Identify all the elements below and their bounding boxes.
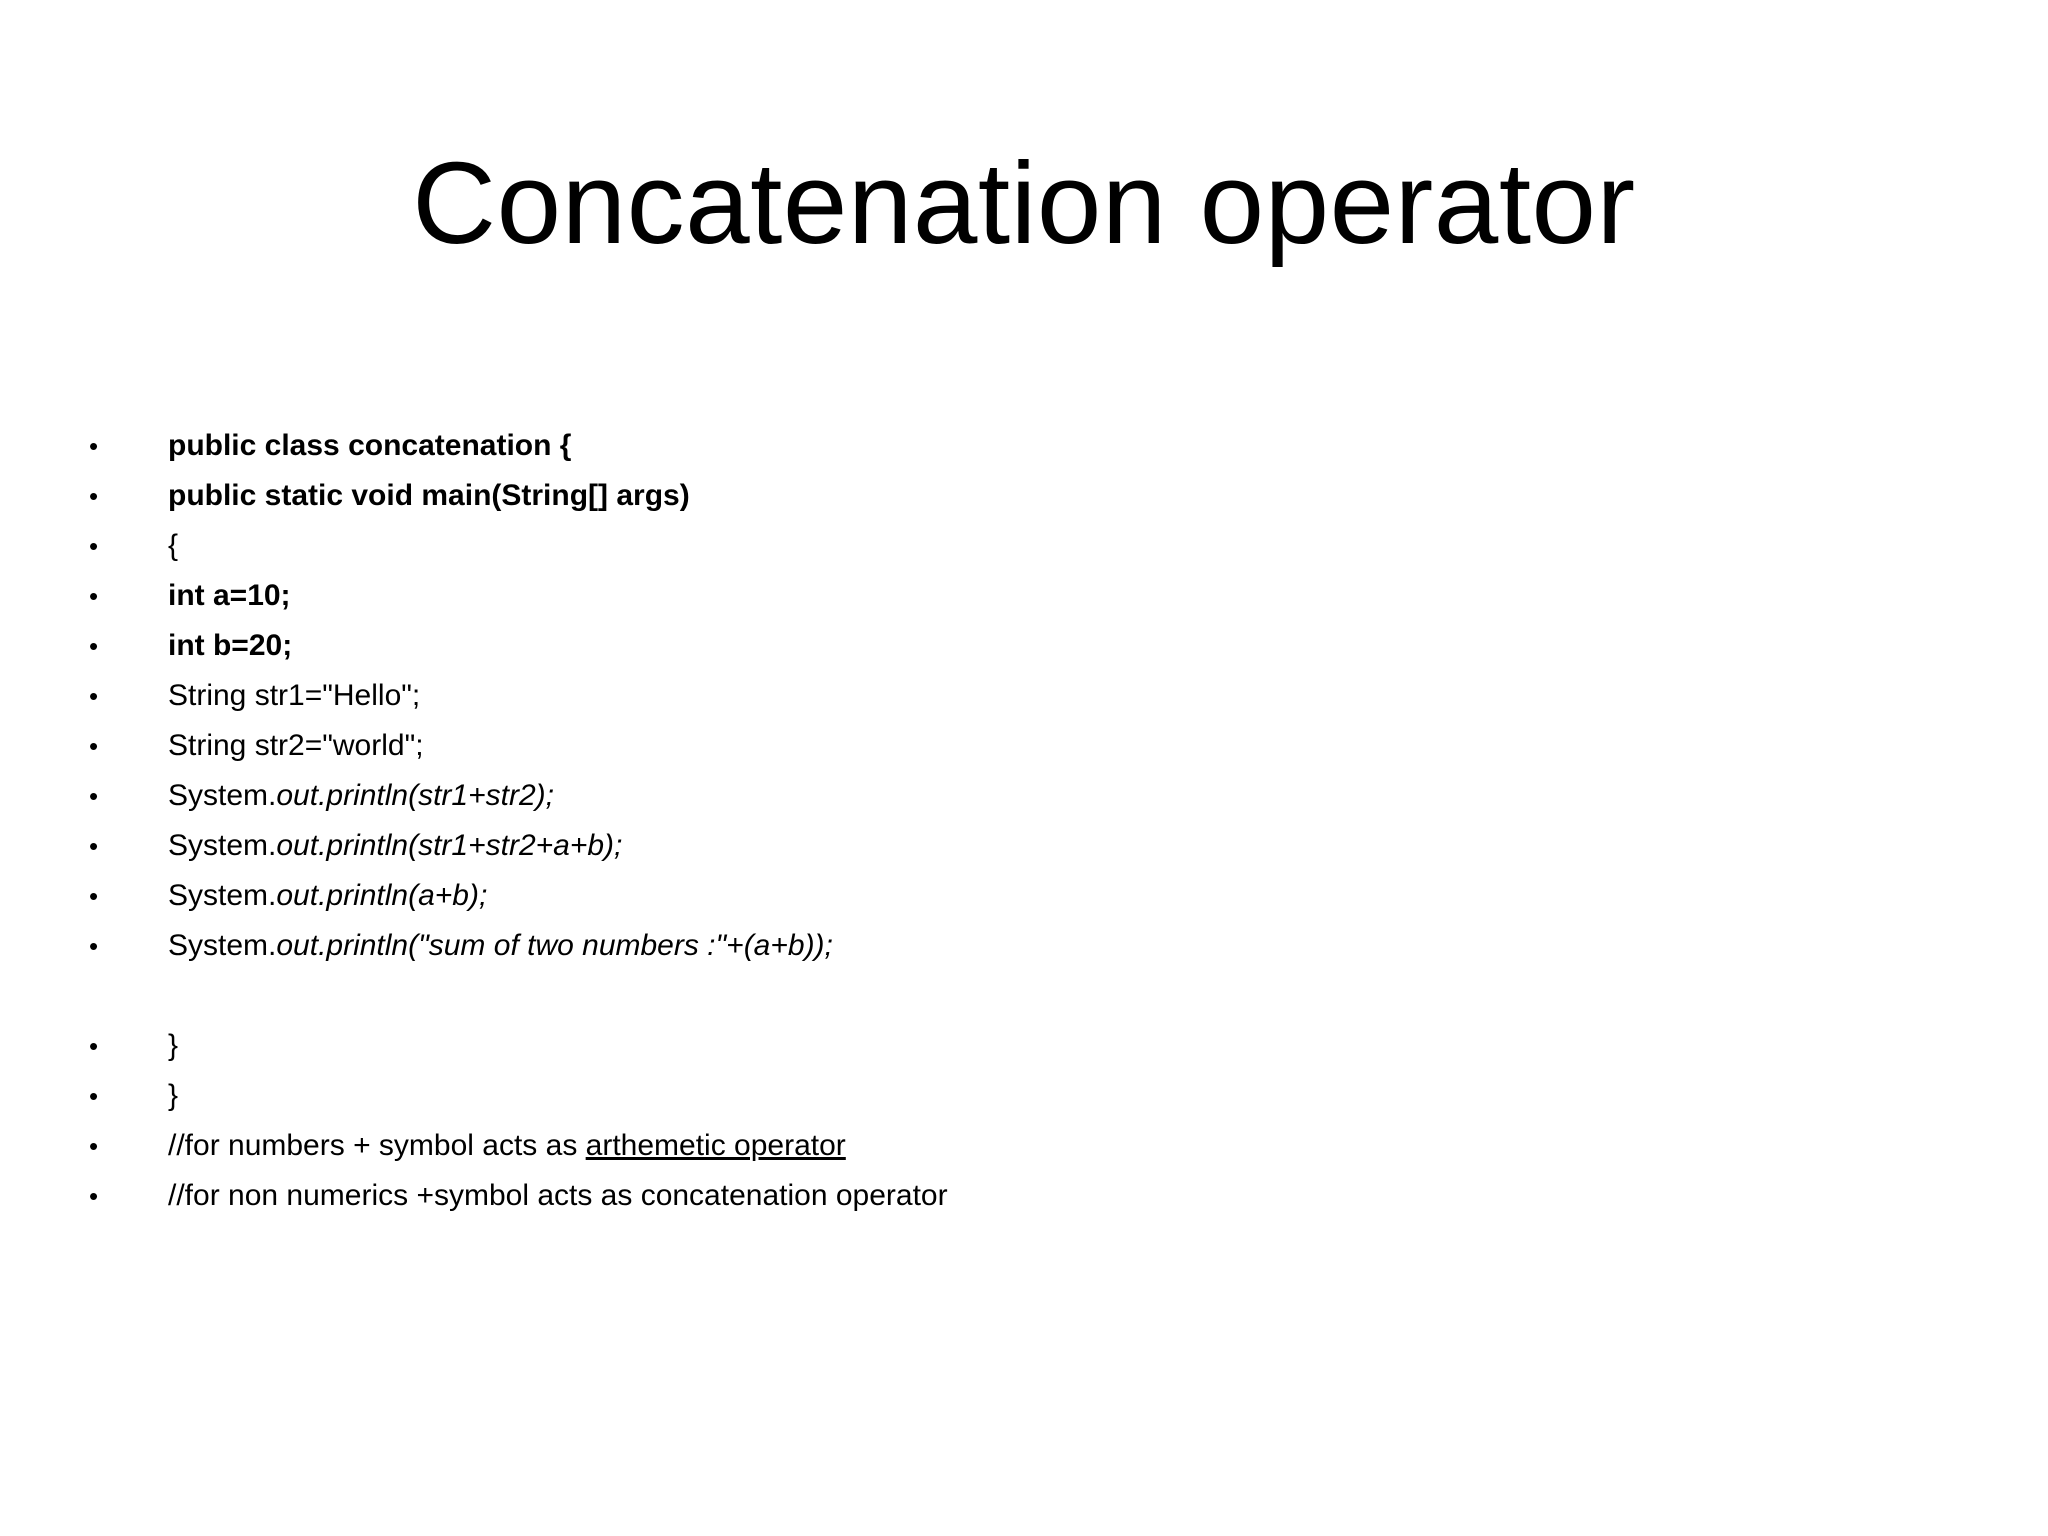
bullet-icon: • <box>89 881 99 911</box>
list-item <box>0 1071 2048 1121</box>
code-line: public static void main(String[] args) <box>168 479 690 512</box>
bullet-icon: • <box>89 481 99 511</box>
bullet-icon: • <box>89 1081 99 1111</box>
list-item <box>0 1021 2048 1071</box>
list-item <box>0 521 2048 571</box>
underlined-term: arthemetic operator <box>585 1129 846 1162</box>
code-line: public class concatenation { <box>168 429 572 462</box>
code-line: int a=10; <box>168 579 291 612</box>
list-item <box>0 1171 2048 1221</box>
bullet-icon: • <box>89 431 99 461</box>
code-prefix: System. <box>168 929 277 962</box>
bullet-icon: • <box>89 1031 99 1061</box>
bullet-icon: • <box>89 631 99 661</box>
bullet-icon: • <box>89 731 99 761</box>
list-item <box>0 571 2048 621</box>
code-line <box>168 821 622 871</box>
code-line: int b=20; <box>168 629 293 662</box>
code-line: String str1="Hello"; <box>168 679 421 712</box>
code-line: } <box>168 1079 179 1112</box>
bullet-icon: • <box>89 1131 99 1161</box>
list-item <box>0 821 2048 871</box>
bullet-icon: • <box>89 831 99 861</box>
list-item <box>0 871 2048 921</box>
list-item <box>0 721 2048 771</box>
bullet-icon: • <box>89 531 99 561</box>
list-item <box>0 471 2048 521</box>
slide-title: Concatenation operator <box>412 138 1636 268</box>
comment-line: //for non numerics +symbol acts as concatenation operator <box>168 1179 948 1212</box>
bullet-icon: • <box>89 781 99 811</box>
code-italic: out.println(str1+str2); <box>276 779 554 812</box>
bullet-icon: • <box>89 931 99 961</box>
code-prefix: System. <box>168 779 277 812</box>
code-italic: out.println(str1+str2+a+b); <box>276 829 623 862</box>
list-item <box>0 621 2048 671</box>
code-italic: out.println("sum of two numbers :"+(a+b)); <box>276 929 833 962</box>
code-line: { <box>168 529 179 562</box>
code-line <box>168 771 554 821</box>
code-prefix: System. <box>168 879 277 912</box>
list-item <box>0 921 2048 971</box>
list-item <box>0 771 2048 821</box>
bullet-icon: • <box>89 681 99 711</box>
list-item <box>0 671 2048 721</box>
bullet-list <box>0 421 2048 1221</box>
blank-line <box>0 971 2048 1021</box>
code-line <box>168 921 833 971</box>
list-item <box>0 1121 2048 1171</box>
code-line: } <box>168 1029 179 1062</box>
comment-prefix: //for numbers + symbol acts as <box>168 1129 586 1162</box>
code-italic: out.println(a+b); <box>276 879 488 912</box>
bullet-icon: • <box>89 581 99 611</box>
list-item <box>0 421 2048 471</box>
code-prefix: System. <box>168 829 277 862</box>
code-line: String str2="world"; <box>168 729 424 762</box>
bullet-icon: • <box>89 1181 99 1211</box>
comment-line <box>168 1121 846 1171</box>
code-line <box>168 871 487 921</box>
